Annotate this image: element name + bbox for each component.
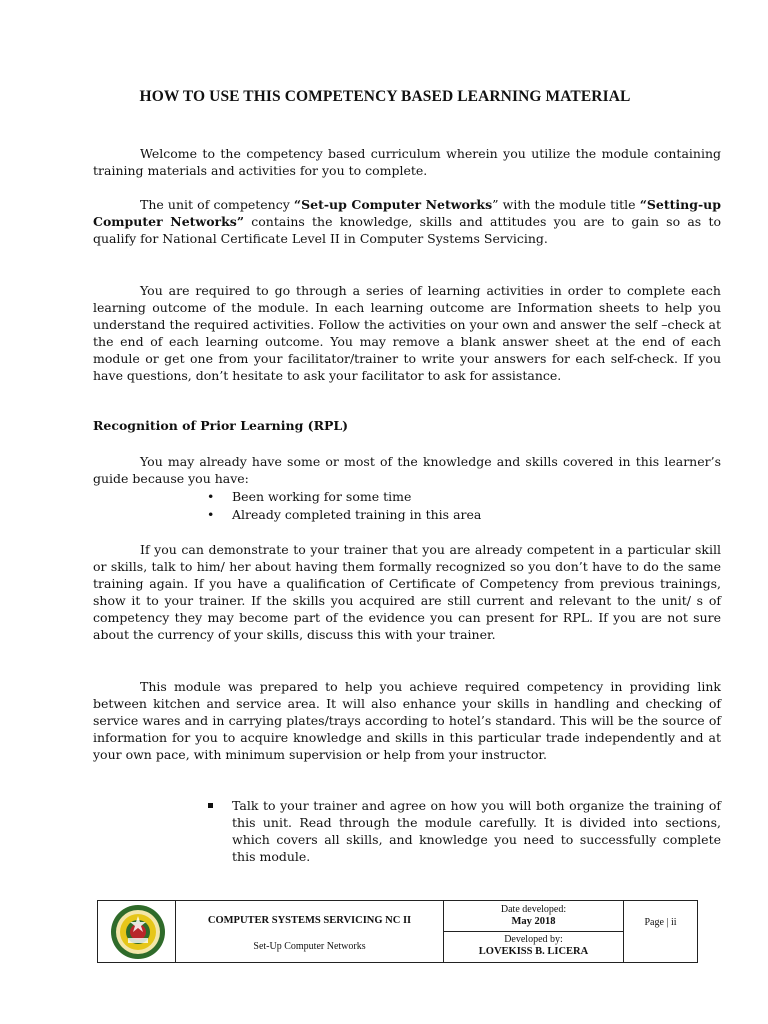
- bullet-icon: •: [207, 489, 215, 504]
- list-item: [200, 506, 481, 524]
- list-item-text: Talk to your trainer and agree on how you will both organize the training of this unit. Read through the module carefully. It is divided into sections, which covers all skills, and knowledge you need to successfully complete this module.: [232, 798, 721, 864]
- unit-text-a: The unit of competency: [140, 197, 294, 212]
- developed-by-value: LOVEKISS B. LICERA: [478, 946, 589, 957]
- paragraph-prior-knowledge: You may already have some or most of the knowledge and skills covered in this learner’s guide because you have:: [93, 454, 721, 486]
- seal-logo-icon: [110, 904, 166, 960]
- paragraph-unit-of-competency: [93, 196, 721, 247]
- paragraph-welcome: Welcome to the competency based curriculum wherein you utilize the module containing training materials and activities for you to complete.: [93, 146, 721, 178]
- instruction-list: [208, 797, 721, 865]
- module-name: Set-Up Computer Networks: [253, 941, 366, 952]
- square-bullet-icon: [208, 803, 213, 808]
- date-developed-label: Date developed:: [500, 904, 567, 915]
- cell-divider: [444, 931, 623, 932]
- footer-logo-cell: [98, 901, 176, 962]
- list-item-text: Been working for some time: [232, 489, 412, 504]
- footer-title-cell: [176, 901, 444, 962]
- list-item: [200, 488, 481, 506]
- module-title: “Setting-up Computer Networks”: [93, 197, 722, 229]
- page-title: HOW TO USE THIS COMPETENCY BASED LEARNING MATERIAL: [139, 88, 631, 105]
- footer-page-cell: [624, 901, 697, 962]
- bullet-list: [200, 488, 481, 524]
- list-item-text: Already completed training in this area: [232, 507, 482, 522]
- bullet-icon: •: [207, 507, 215, 522]
- page-number: Page | ii: [644, 917, 677, 928]
- footer-table: [97, 900, 698, 963]
- list-item: [208, 797, 721, 865]
- footer-date-cell: [444, 901, 624, 962]
- unit-name: “Set-up Computer Networks: [293, 197, 493, 212]
- unit-text-e: contains the knowledge, skills and attitudes you are to gain so as to qualify for National Certificate Level II in Computer Systems Servicing.: [93, 214, 722, 246]
- date-developed-value: May 2018: [511, 916, 556, 927]
- rpl-heading: Recognition of Prior Learning (RPL): [93, 418, 349, 433]
- qualification-title: COMPUTER SYSTEMS SERVICING NC II: [207, 915, 412, 926]
- paragraph-module-purpose: This module was prepared to help you achieve required competency in providing link between kitchen and service area. It will also enhance your skills in handling and checking of service wares and in carrying plates/trays according to hotel’s standard. This will be the source of information for you to acquire knowledge and skills in this particular trade independently and at your own pace, with minimum supervision or help from your instructor.: [93, 679, 721, 762]
- unit-text-c: ” with the module title: [492, 197, 640, 212]
- paragraph-demonstrate: If you can demonstrate to your trainer that you are already competent in a particular skill or skills, talk to him/ her about having them formally recognized so you don’t have to do the same training again. If you have a qualification of Certificate of Competency from previous trainings, show it to your trainer. If the skills you acquired are still current and relevant to the unit/ s of competency they may become part of the evidence you can present for RPL. If you are not sure about the currency of your skills, discuss this with your trainer.: [93, 542, 721, 642]
- developed-by-label: Developed by:: [504, 934, 563, 945]
- paragraph-learning-activities: You are required to go through a series of learning activities in order to complete each learning outcome of the module. In each learning outcome are Information sheets to help you understand the required activities. Follow the activities on your own and answer the self –check at the end of each learning outcome. You may remove a blank answer sheet at the end of each module or get one from your facilitator/trainer to write your answers for each self-check. If you have questions, don’t hesitate to ask your facilitator to ask for assistance.: [93, 283, 721, 383]
